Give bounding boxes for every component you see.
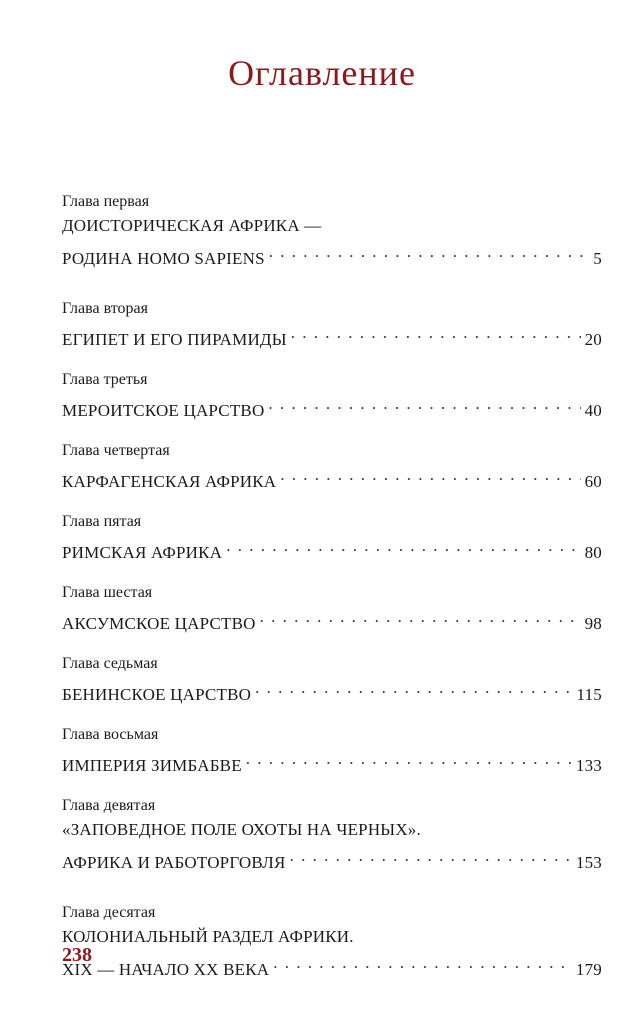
entry-line	[62, 676, 602, 702]
page-number: 179	[575, 960, 602, 979]
entry-line	[62, 392, 602, 418]
toc-entry-3[interactable]	[62, 370, 602, 441]
dot-leader	[291, 321, 581, 345]
chapter-title: ИМПЕРИЯ ЗИМБАБВЕ	[62, 756, 242, 775]
entry-line	[62, 844, 602, 870]
entry-line	[62, 534, 602, 560]
entry-line	[62, 605, 602, 631]
toc-entry-7[interactable]	[62, 654, 602, 725]
dot-leader	[268, 392, 580, 416]
dot-leader	[260, 605, 581, 629]
chapter-label: Глава четвертая	[62, 442, 170, 459]
chapter-title: КОЛОНИАЛЬНЫЙ РАЗДЕЛ АФРИКИ.	[62, 927, 354, 946]
chapter-title: XIX — НАЧАЛО XX ВЕКА	[62, 960, 270, 979]
table-of-contents	[62, 192, 602, 1010]
chapter-title: МЕРОИТСКОЕ ЦАРСТВО	[62, 401, 265, 420]
dot-leader	[280, 463, 580, 487]
page-number: 5	[593, 249, 602, 268]
chapter-title: РОДИНА HOMO SAPIENS	[62, 249, 265, 268]
chapter-label: Глава третья	[62, 371, 148, 388]
entry-line	[62, 951, 602, 977]
chapter-label: Глава девятая	[62, 797, 156, 814]
page-number: 60	[584, 472, 602, 491]
chapter-label: Глава пятая	[62, 513, 142, 530]
chapter-title: АКСУМСКОЕ ЦАРСТВО	[62, 614, 256, 633]
page-number: 20	[584, 330, 602, 349]
page-number: 115	[576, 685, 602, 704]
dot-leader	[246, 747, 572, 771]
toc-entry-2[interactable]	[62, 299, 602, 370]
toc-entry-6[interactable]	[62, 583, 602, 654]
chapter-title: РИМСКАЯ АФРИКА	[62, 543, 223, 562]
chapter-label: Глава восьмая	[62, 726, 159, 743]
page-title: Оглавление	[228, 53, 416, 93]
chapter-title: ДОИСТОРИЧЕСКАЯ АФРИКА —	[62, 216, 322, 235]
toc-entry-9[interactable]	[62, 796, 602, 903]
chapter-label: Глава десятая	[62, 904, 156, 921]
page-number: 153	[575, 853, 602, 872]
entry-line	[62, 747, 602, 773]
dot-leader	[269, 240, 590, 264]
dot-leader	[226, 534, 580, 558]
toc-entry-5[interactable]	[62, 512, 602, 583]
chapter-label: Глава первая	[62, 193, 150, 210]
chapter-title: БЕНИНСКОЕ ЦАРСТВО	[62, 685, 252, 704]
dot-leader	[255, 676, 572, 700]
page-number: 133	[575, 756, 602, 775]
entry-line	[62, 240, 602, 266]
toc-entry-8[interactable]	[62, 725, 602, 796]
entry-line	[62, 321, 602, 347]
chapter-label: Глава шестая	[62, 584, 153, 601]
page-number: 40	[584, 401, 602, 420]
dot-leader	[290, 844, 572, 868]
toc-entry-10[interactable]	[62, 903, 602, 1010]
toc-entry-1[interactable]	[62, 192, 602, 299]
toc-entry-4[interactable]	[62, 441, 602, 512]
chapter-label: Глава вторая	[62, 300, 148, 317]
dot-leader	[273, 951, 572, 975]
page-folio-number: 238	[62, 944, 92, 966]
chapter-title: ЕГИПЕТ И ЕГО ПИРАМИДЫ	[62, 330, 287, 349]
entry-line	[62, 463, 602, 489]
chapter-label: Глава седьмая	[62, 655, 158, 672]
page-number: 98	[584, 614, 602, 633]
chapter-title: КАРФАГЕНСКАЯ АФРИКА	[62, 472, 277, 491]
page-number: 80	[584, 543, 602, 562]
chapter-title: АФРИКА И РАБОТОРГОВЛЯ	[62, 853, 286, 872]
chapter-title: «ЗАПОВЕДНОЕ ПОЛЕ ОХОТЫ НА ЧЕРНЫХ».	[62, 820, 421, 839]
